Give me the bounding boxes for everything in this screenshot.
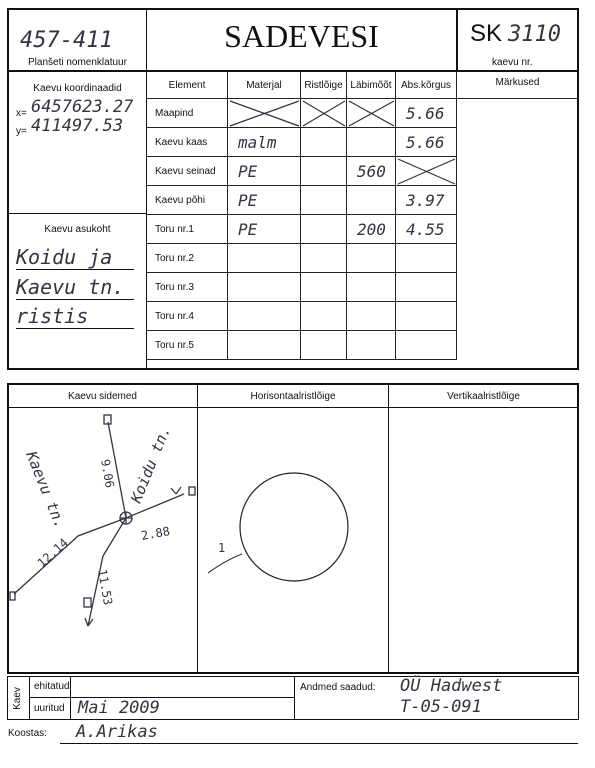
horizontal-section-sketch — [198, 408, 388, 672]
table-cell — [396, 244, 457, 273]
divider — [70, 676, 71, 720]
table-cell — [347, 302, 396, 331]
divider — [388, 384, 389, 673]
page-title: SADEVESI — [224, 18, 379, 54]
pipe-number-label: 1 — [218, 541, 226, 555]
coords-title: Kaevu koordinaadid — [33, 83, 122, 94]
table-cell — [347, 273, 396, 302]
table-cell — [347, 186, 396, 215]
table-cell — [301, 157, 347, 186]
divider — [29, 697, 295, 698]
element-table — [147, 72, 578, 370]
cross-out-mark — [301, 99, 347, 128]
connections-sketch — [8, 408, 197, 672]
surveyed-label: uuritud — [34, 703, 65, 714]
table-cell — [228, 273, 301, 302]
table-row-label: Toru nr.5 — [147, 331, 228, 360]
well-number: 3110 — [508, 22, 561, 47]
table-cell — [301, 215, 347, 244]
table-cell: PE — [228, 215, 301, 244]
distance-label: 2.88 — [140, 524, 171, 543]
notes-column — [457, 99, 578, 370]
surveyed-value: Mai 2009 — [78, 698, 160, 718]
well-label: kaevu nr. — [492, 57, 533, 68]
data-from-value: OÜ Hadwest — [400, 676, 503, 696]
table-row-label: Toru nr.3 — [147, 273, 228, 302]
compiled-label: Koostas: — [8, 728, 47, 739]
built-label: ehitatud — [34, 681, 70, 692]
col-header-abs-height: Abs.kõrgus — [396, 72, 457, 99]
location-line: ristis — [16, 304, 134, 329]
data-from-label: Andmed saadud: — [300, 682, 376, 693]
col-header-cross-section: Ristlõige — [301, 72, 347, 99]
table-cell: 4.55 — [396, 215, 457, 244]
table-row-label: Kaevu kaas — [147, 128, 228, 157]
table-row-label: Maapind — [147, 99, 228, 128]
coord-y-value: 411497.53 — [31, 116, 124, 136]
location-line: Kaevu tn. — [16, 275, 134, 300]
divider — [456, 9, 458, 71]
table-cell: PE — [228, 157, 301, 186]
distance-label: 9.06 — [98, 458, 117, 489]
well-prefix: SK — [470, 20, 503, 47]
kaev-side-label: Kaev — [11, 687, 23, 710]
table-cell: 3.97 — [396, 186, 457, 215]
table-cell: 5.66 — [396, 128, 457, 157]
location-line: Koidu ja — [16, 245, 134, 270]
table-cell — [301, 273, 347, 302]
table-cell: malm — [228, 128, 301, 157]
connections-title: Kaevu sidemed — [68, 391, 137, 402]
table-cell — [396, 331, 457, 360]
coord-x-label: x= — [16, 108, 27, 119]
table-cell — [301, 244, 347, 273]
col-header-diameter: Läbimõõt — [347, 72, 396, 99]
distance-label: 11.53 — [95, 568, 116, 607]
table-row-label: Toru nr.4 — [147, 302, 228, 331]
cross-out-mark — [396, 157, 457, 186]
table-row-label: Toru nr.2 — [147, 244, 228, 273]
compiled-underline — [60, 743, 578, 744]
table-cell — [347, 331, 396, 360]
coord-y-label: y= — [16, 126, 27, 137]
divider — [29, 676, 30, 720]
coord-x-value: 6457623.27 — [31, 97, 134, 117]
table-cell — [228, 302, 301, 331]
col-header-notes: Märkused — [457, 72, 578, 99]
distance-label: 12.14 — [34, 535, 71, 571]
table-cell — [396, 302, 457, 331]
divider — [294, 676, 295, 720]
table-cell — [347, 244, 396, 273]
street-label-kaevu: Kaevu tn. — [22, 448, 70, 531]
table-cell — [228, 331, 301, 360]
vertical-section-title: Vertikaalristlõige — [447, 391, 520, 402]
street-label-koidu: Koidu tn. — [127, 423, 175, 506]
compiled-value: A.Arikas — [76, 722, 158, 742]
table-cell — [301, 331, 347, 360]
data-from-value: T-05-091 — [400, 697, 482, 717]
horizontal-section-title: Horisontaalristlõige — [250, 391, 336, 402]
table-row-label: Toru nr.1 — [147, 215, 228, 244]
table-cell — [228, 244, 301, 273]
plan-sheet-value: 457-411 — [20, 28, 113, 53]
table-cell — [301, 128, 347, 157]
table-cell — [301, 186, 347, 215]
table-cell — [301, 302, 347, 331]
table-row-label: Kaevu seinad — [147, 157, 228, 186]
cross-out-mark — [347, 99, 396, 128]
table-cell: 200 — [347, 215, 396, 244]
cross-out-mark — [228, 99, 301, 128]
table-cell: 5.66 — [396, 99, 457, 128]
col-header-material: Materjal — [228, 72, 301, 99]
table-cell: PE — [228, 186, 301, 215]
table-cell: 560 — [347, 157, 396, 186]
table-cell — [347, 128, 396, 157]
col-header-element: Element — [147, 72, 228, 99]
plan-sheet-label: Planšeti nomenklatuur — [28, 57, 127, 68]
table-cell — [396, 273, 457, 302]
table-row-label: Kaevu põhi — [147, 186, 228, 215]
location-title: Kaevu asukoht — [44, 224, 111, 235]
divider — [8, 213, 147, 214]
